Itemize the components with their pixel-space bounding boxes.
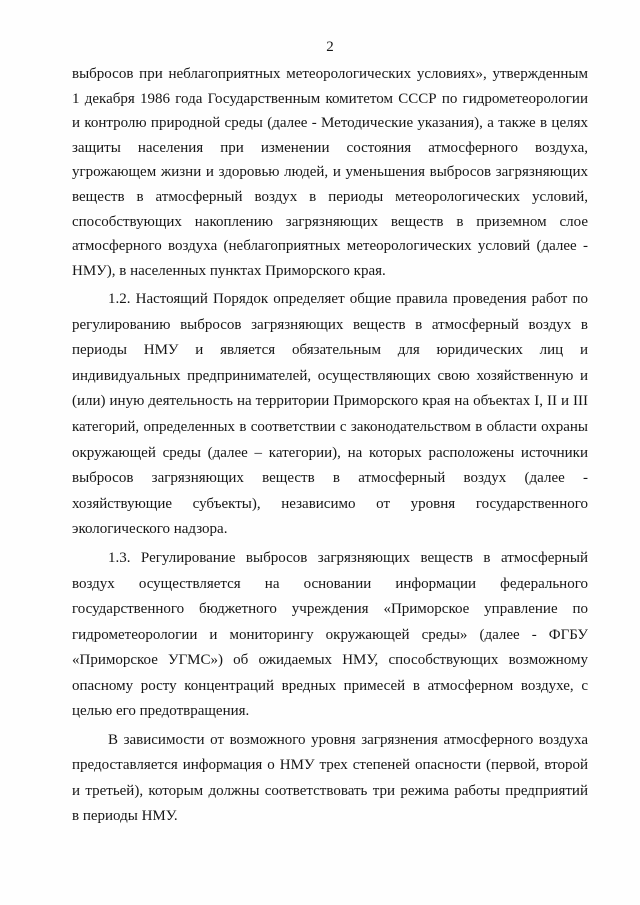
line-text: регулированию выбросов загрязняющих веществ в атмосферный воздух в [72, 316, 588, 333]
line-text: целью его предотвращения. [72, 703, 250, 719]
paragraph-line [72, 699, 588, 725]
line-text: индивидуальных предпринимателей, осуществляющих свою хозяйственную и [72, 367, 588, 384]
paragraph-line [108, 546, 588, 572]
paragraph-line [72, 136, 588, 161]
paragraph-line [72, 466, 588, 492]
line-text: в периоды НМУ. [72, 807, 178, 824]
paragraph-line [72, 415, 588, 441]
paragraph-line [108, 728, 588, 753]
line-text: веществ в атмосферный воздух в периоды метеорологических условий, [72, 188, 588, 205]
line-text: хозяйствующие субъекты), независимо от уровня государственного [72, 495, 588, 512]
line-text: и контролю природной среды (далее - Методические указания), а также в целях [72, 115, 588, 132]
paragraph-continuation [72, 62, 588, 283]
paragraph-line [72, 389, 588, 415]
paragraph-line [72, 313, 588, 339]
paragraph-line [72, 234, 588, 259]
line-text: способствующих накоплению загрязняющих веществ в приземном слое [72, 213, 588, 230]
paragraph-line [72, 779, 588, 804]
line-text: периоды НМУ и является обязательным для юридических лиц и [72, 342, 588, 359]
line-text: «Приморское УГМС») об ожидаемых НМУ, способствующих возможному [72, 652, 588, 668]
paragraph-line [72, 338, 588, 364]
line-text: выбросов при неблагоприятных метеорологических условиях», утвержденным [72, 66, 588, 82]
paragraph-line [72, 753, 588, 778]
line-text: 1.2. Настоящий Порядок определяет общие правила проведения работ по [108, 291, 588, 307]
paragraph-line [72, 111, 588, 136]
paragraph-line [72, 804, 588, 829]
line-text: 1.3. Регулирование выбросов загрязняющих веществ в атмосферный [108, 550, 588, 566]
line-text: атмосферного воздуха (неблагоприятных метеорологических условий (далее - [72, 238, 588, 255]
line-text: окружающей среды (далее – категории), на которых расположены источники [72, 444, 588, 461]
line-text: выбросов загрязняющих веществ в атмосферный воздух (далее - [72, 470, 588, 487]
paragraph-pollution-levels [72, 728, 588, 829]
line-text: государственного бюджетного учреждения «Приморское управление по [72, 601, 588, 617]
line-text: угрожающем жизни и здоровью людей, и уменьшения выбросов загрязняющих [72, 164, 588, 181]
paragraph-line [72, 648, 588, 674]
paragraph-line [72, 185, 588, 210]
paragraph-line [72, 259, 588, 284]
paragraph-line [72, 517, 588, 543]
paragraph-line [72, 87, 588, 112]
paragraph-1-2 [72, 287, 588, 543]
paragraph-line [72, 210, 588, 235]
line-text: воздух осуществляется на основании информации федерального [72, 575, 588, 592]
paragraph-line [72, 364, 588, 390]
line-text: В зависимости от возможного уровня загрязнения атмосферного воздуха [108, 732, 588, 748]
line-text: защиты населения при изменении состояния атмосферного воздуха, [72, 139, 588, 156]
paragraph-line [72, 572, 588, 598]
paragraph-line [72, 623, 588, 649]
paragraph-line [72, 597, 588, 623]
paragraph-line [72, 674, 588, 700]
paragraph-line [72, 62, 588, 87]
paragraph-line [72, 441, 588, 467]
line-text: НМУ), в населенных пунктах Приморского края. [72, 262, 386, 279]
paragraph-1-3 [72, 546, 588, 725]
line-text: категорий, определенных в соответствии с законодательством в области охраны [72, 418, 588, 435]
line-text: (или) иную деятельность на территории Приморского края на объектах I, II и III [72, 393, 588, 410]
line-text: 1 декабря 1986 года Государственным комитетом СССР по гидрометеорологии [72, 90, 588, 107]
line-text: предоставляется информация о НМУ трех степеней опасности (первой, второй [72, 757, 588, 774]
paragraph-line [72, 492, 588, 518]
line-text: и третьей), которым должны соответствовать три режима работы предприятий [72, 782, 588, 799]
paragraph-line [108, 287, 588, 313]
page-number: 2 [326, 39, 334, 55]
line-text: гидрометеорологии и мониторингу окружающей среды» (далее - ФГБУ [72, 626, 588, 643]
line-text: опасному росту концентраций вредных примесей в атмосферном воздухе, с [72, 677, 588, 694]
line-text: экологического надзора. [72, 521, 228, 538]
paragraph-line [72, 160, 588, 185]
